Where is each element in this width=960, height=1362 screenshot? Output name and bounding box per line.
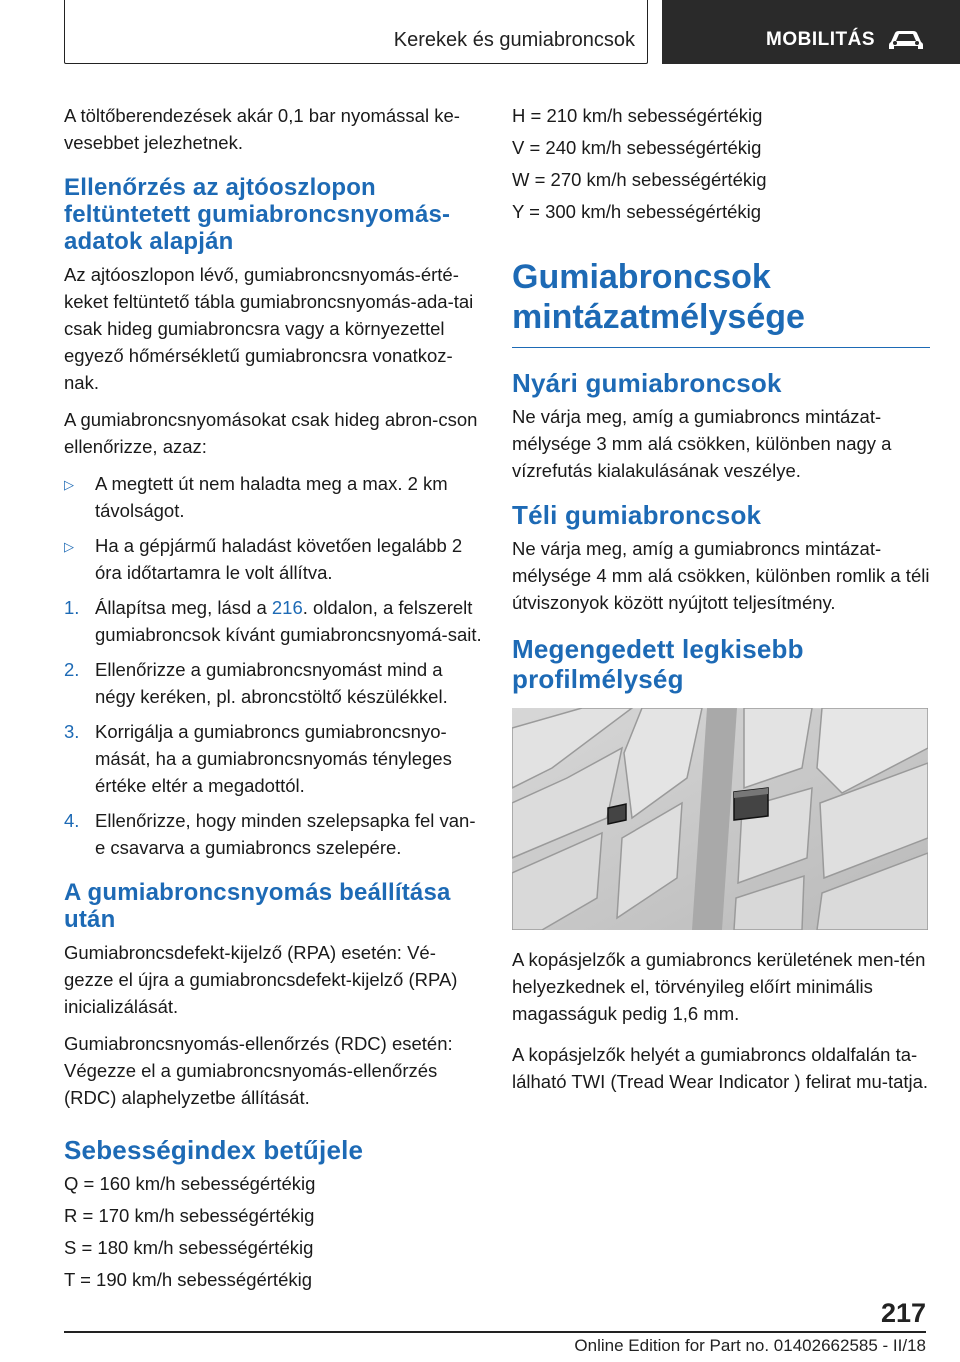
list-item: 1. Állapítsa meg, lásd a 216. oldalon, a felszerelt gumiabroncsok kívánt gumiabroncsnyomá-sait. bbox=[64, 594, 482, 648]
rpa-paragraph: Gumiabroncsdefekt-kijelző (RPA) esetén: Vé-gezze el újra a gumiabroncsdefekt-kijelző (RPA) inicializálását. bbox=[64, 942, 458, 1017]
heading-after-adjustment: A gumiabroncsnyomás beállítása után bbox=[64, 879, 451, 933]
check-steps bbox=[64, 594, 482, 861]
cold-tire-conditions bbox=[64, 470, 482, 586]
heading-tread-depth: Gumiabroncsok mintázatmélysége bbox=[512, 257, 930, 348]
speed-line: H = 210 km/h sebességértékig bbox=[512, 105, 763, 126]
list-item: ▷ Ha a gépjármű haladást követően legalább 2 óra időtartamra le volt állítva. bbox=[64, 535, 463, 583]
step-number: 3. bbox=[64, 721, 80, 742]
list-item: 4. Ellenőrizze, hogy minden szelepsapka fel van-e csavarva a gumiabroncs szelepére. bbox=[64, 807, 482, 861]
footer-divider bbox=[64, 1331, 926, 1333]
triangle-bullet-icon: ▷ bbox=[64, 477, 74, 492]
tire-tread-illustration bbox=[512, 708, 928, 930]
list-item: ▷ A megtett út nem haladta meg a max. 2 km távolságot. bbox=[64, 473, 448, 521]
speed-line: T = 190 km/h sebességértékig bbox=[64, 1269, 313, 1290]
header-chapter-box bbox=[64, 0, 648, 64]
car-icon bbox=[887, 28, 925, 52]
list-item: 3. Korrigálja a gumiabroncs gumiabroncsnyo-mását, ha a gumiabroncsnyomás tényleges értéke eltér a megadottól. bbox=[64, 718, 482, 799]
speed-line: W = 270 km/h sebességértékig bbox=[512, 169, 767, 190]
chapter-title: Kerekek és gumiabroncsok bbox=[393, 29, 635, 51]
intro-paragraph: A töltőberendezések akár 0,1 bar nyomással ke-vesebbet jelezhetnek. bbox=[64, 105, 460, 153]
step-number: 1. bbox=[64, 597, 80, 618]
wear-indicator-paragraph: A kopásjelzők a gumiabroncs kerületének men-tén helyezkednek el, törvényileg előírt minimális magasságuk pedig 1,6 mm. bbox=[512, 949, 926, 1024]
section-title: MOBILITÁS bbox=[766, 29, 875, 50]
page-number: 217 bbox=[880, 1298, 926, 1328]
cold-tire-paragraph: A gumiabroncsnyomásokat csak hideg abron-cson ellenőrizze, azaz: bbox=[64, 409, 478, 457]
summer-paragraph: Ne várja meg, amíg a gumiabroncs mintázat-mélysége 3 mm alá csökken, különben nagy a vízrefutás kialakulásának veszélye. bbox=[512, 406, 892, 481]
triangle-bullet-icon: ▷ bbox=[64, 539, 74, 554]
list-item: 2. Ellenőrizze a gumiabroncsnyomást mind a négy keréken, pl. abroncstöltő készülékkel. bbox=[64, 656, 482, 710]
heading-min-tread: Megengedett legkisebb profilmélység bbox=[512, 634, 804, 694]
header-section-box bbox=[662, 0, 960, 64]
speed-line: Y = 300 km/h sebességértékig bbox=[512, 201, 762, 222]
edition-footer: Online Edition for Part no. 01402662585 - II/18 bbox=[574, 1336, 926, 1355]
heading-door-pillar-check: Ellenőrzés az ajtóoszlopon feltüntetett gumiabroncsnyomás-adatok alapján bbox=[64, 174, 451, 255]
speed-line: S = 180 km/h sebességértékig bbox=[64, 1237, 314, 1258]
winter-paragraph: Ne várja meg, amíg a gumiabroncs mintázat-mélysége 4 mm alá csökken, különben romlik a téli útviszonyok között nyújtott teljesítmény. bbox=[512, 538, 930, 613]
door-pillar-paragraph: Az ajtóoszlopon lévő, gumiabroncsnyomás-érté-keket feltüntető tábla gumiabroncsnyomás-ada-tai csak hideg gumiabroncsra vagy a környezettel egyező hőmérsékletű gumiabroncsra vonatkoz-nak. bbox=[64, 264, 474, 393]
speed-line: R = 170 km/h sebességértékig bbox=[64, 1205, 315, 1226]
heading-speed-index: Sebességindex betűjele bbox=[64, 1135, 364, 1165]
page-link[interactable]: 216 bbox=[271, 597, 303, 618]
heading-winter-tires: Téli gumiabroncsok bbox=[512, 500, 762, 530]
speed-line: V = 240 km/h sebességértékig bbox=[512, 137, 762, 158]
heading-summer-tires: Nyári gumiabroncsok bbox=[512, 368, 782, 398]
right-column bbox=[512, 102, 930, 1105]
step-number: 2. bbox=[64, 659, 80, 680]
step-number: 4. bbox=[64, 810, 80, 831]
rdc-paragraph: Gumiabroncsnyomás-ellenőrzés (RDC) esetén: Végezze el a gumiabroncsnyomás-ellenőrzés (RDC) alaphelyzetbe állítását. bbox=[64, 1033, 453, 1108]
twi-paragraph: A kopásjelzők helyét a gumiabroncs oldalfalán ta-lálható TWI (Tread Wear Indicator ) felirat mu-tatja. bbox=[512, 1044, 929, 1092]
left-column bbox=[64, 102, 482, 1298]
speed-line: Q = 160 km/h sebességértékig bbox=[64, 1173, 316, 1194]
